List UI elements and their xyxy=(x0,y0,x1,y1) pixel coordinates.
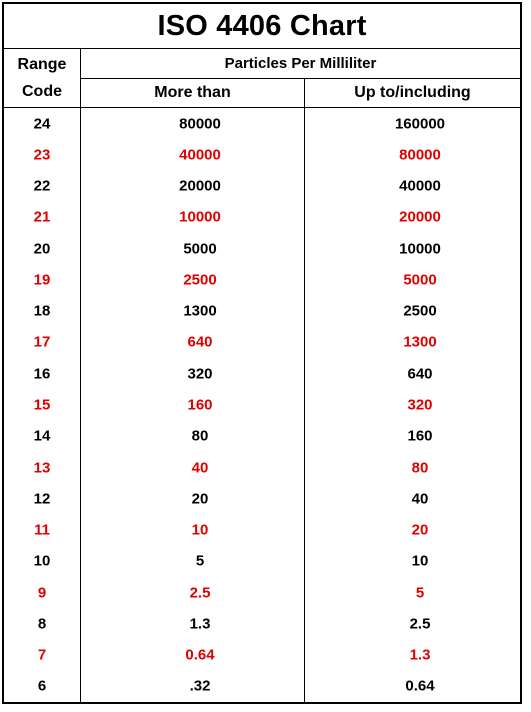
iso-4406-chart xyxy=(2,2,522,704)
table-row xyxy=(4,264,520,295)
range-code-cell: 21 xyxy=(33,208,51,226)
table-row xyxy=(4,108,520,139)
range-code-cell: 8 xyxy=(37,615,47,633)
up-to-cell: 160000 xyxy=(394,115,446,133)
table-row xyxy=(4,327,520,358)
more-than-cell: 10 xyxy=(191,521,209,539)
up-to-cell: 5000 xyxy=(403,271,437,289)
table-row xyxy=(4,421,520,452)
range-code-cell: 17 xyxy=(33,333,51,351)
table-row xyxy=(4,452,520,483)
up-to-cell: 40000 xyxy=(399,177,441,195)
range-code-cell: 23 xyxy=(33,146,51,164)
up-to-cell: 5 xyxy=(415,584,425,602)
more-than-cell: 10000 xyxy=(179,208,221,226)
up-to-cell: 80 xyxy=(411,459,429,477)
up-to-cell: 20 xyxy=(411,521,429,539)
table-row xyxy=(4,233,520,264)
more-than-cell: 640 xyxy=(187,333,213,351)
more-than-header: More than xyxy=(81,79,305,108)
more-than-cell: 80 xyxy=(191,427,209,445)
range-header-line2: Code xyxy=(22,83,62,100)
more-than-cell: 40000 xyxy=(179,146,221,164)
up-to-cell: 2.5 xyxy=(409,615,431,633)
table-row xyxy=(4,171,520,202)
up-to-cell: 640 xyxy=(407,365,433,383)
more-than-cell: 2500 xyxy=(183,271,217,289)
table-row xyxy=(4,671,520,702)
table-row xyxy=(4,577,520,608)
particles-per-ml-header: Particles Per Milliliter xyxy=(81,48,520,79)
table-row xyxy=(4,546,520,577)
up-to-cell: 10000 xyxy=(399,240,441,258)
more-than-cell: 160 xyxy=(187,396,213,414)
table-row xyxy=(4,358,520,389)
more-than-cell: 5 xyxy=(195,552,205,570)
range-code-cell: 10 xyxy=(33,552,51,570)
more-than-cell: 1300 xyxy=(183,302,217,320)
up-to-cell: 2500 xyxy=(403,302,437,320)
range-code-cell: 9 xyxy=(37,584,47,602)
range-code-cell: 18 xyxy=(33,302,51,320)
table-row xyxy=(4,389,520,420)
range-code-cell: 14 xyxy=(33,427,51,445)
table-row xyxy=(4,483,520,514)
up-to-cell: 80000 xyxy=(399,146,441,164)
table-body xyxy=(4,108,520,702)
range-code-cell: 13 xyxy=(33,459,51,477)
up-to-cell: 40 xyxy=(411,490,429,508)
range-code-cell: 15 xyxy=(33,396,51,414)
table-row xyxy=(4,202,520,233)
table-row xyxy=(4,514,520,545)
table-row xyxy=(4,296,520,327)
more-than-cell: 2.5 xyxy=(189,584,211,602)
range-code-cell: 22 xyxy=(33,177,51,195)
table-row xyxy=(4,608,520,639)
more-than-cell: .32 xyxy=(189,677,211,695)
range-code-cell: 16 xyxy=(33,365,51,383)
more-than-cell: 20 xyxy=(191,490,209,508)
range-code-cell: 24 xyxy=(33,115,51,133)
table-row xyxy=(4,640,520,671)
up-to-cell: 1300 xyxy=(403,333,437,351)
range-code-header xyxy=(4,48,81,108)
range-code-cell: 12 xyxy=(33,490,51,508)
more-than-cell: 40 xyxy=(191,459,209,477)
more-than-cell: 80000 xyxy=(179,115,221,133)
more-than-cell: 20000 xyxy=(179,177,221,195)
up-to-cell: 320 xyxy=(407,396,433,414)
up-to-cell: 0.64 xyxy=(405,677,435,695)
range-code-cell: 7 xyxy=(37,646,47,664)
range-code-cell: 20 xyxy=(33,240,51,258)
range-code-cell: 19 xyxy=(33,271,51,289)
up-to-cell: 160 xyxy=(407,427,433,445)
more-than-cell: 5000 xyxy=(183,240,217,258)
range-code-cell: 6 xyxy=(37,677,47,695)
more-than-cell: 1.3 xyxy=(189,615,211,633)
chart-title: ISO 4406 Chart xyxy=(4,4,520,49)
up-to-cell: 20000 xyxy=(399,208,441,226)
range-header-line1: Range xyxy=(17,56,67,73)
up-to-cell: 1.3 xyxy=(409,646,431,664)
more-than-cell: 320 xyxy=(187,365,213,383)
range-code-cell: 11 xyxy=(34,521,50,539)
more-than-cell: 0.64 xyxy=(185,646,215,664)
up-to-cell: 10 xyxy=(411,552,429,570)
table-row xyxy=(4,139,520,170)
up-to-header: Up to/including xyxy=(305,79,520,108)
